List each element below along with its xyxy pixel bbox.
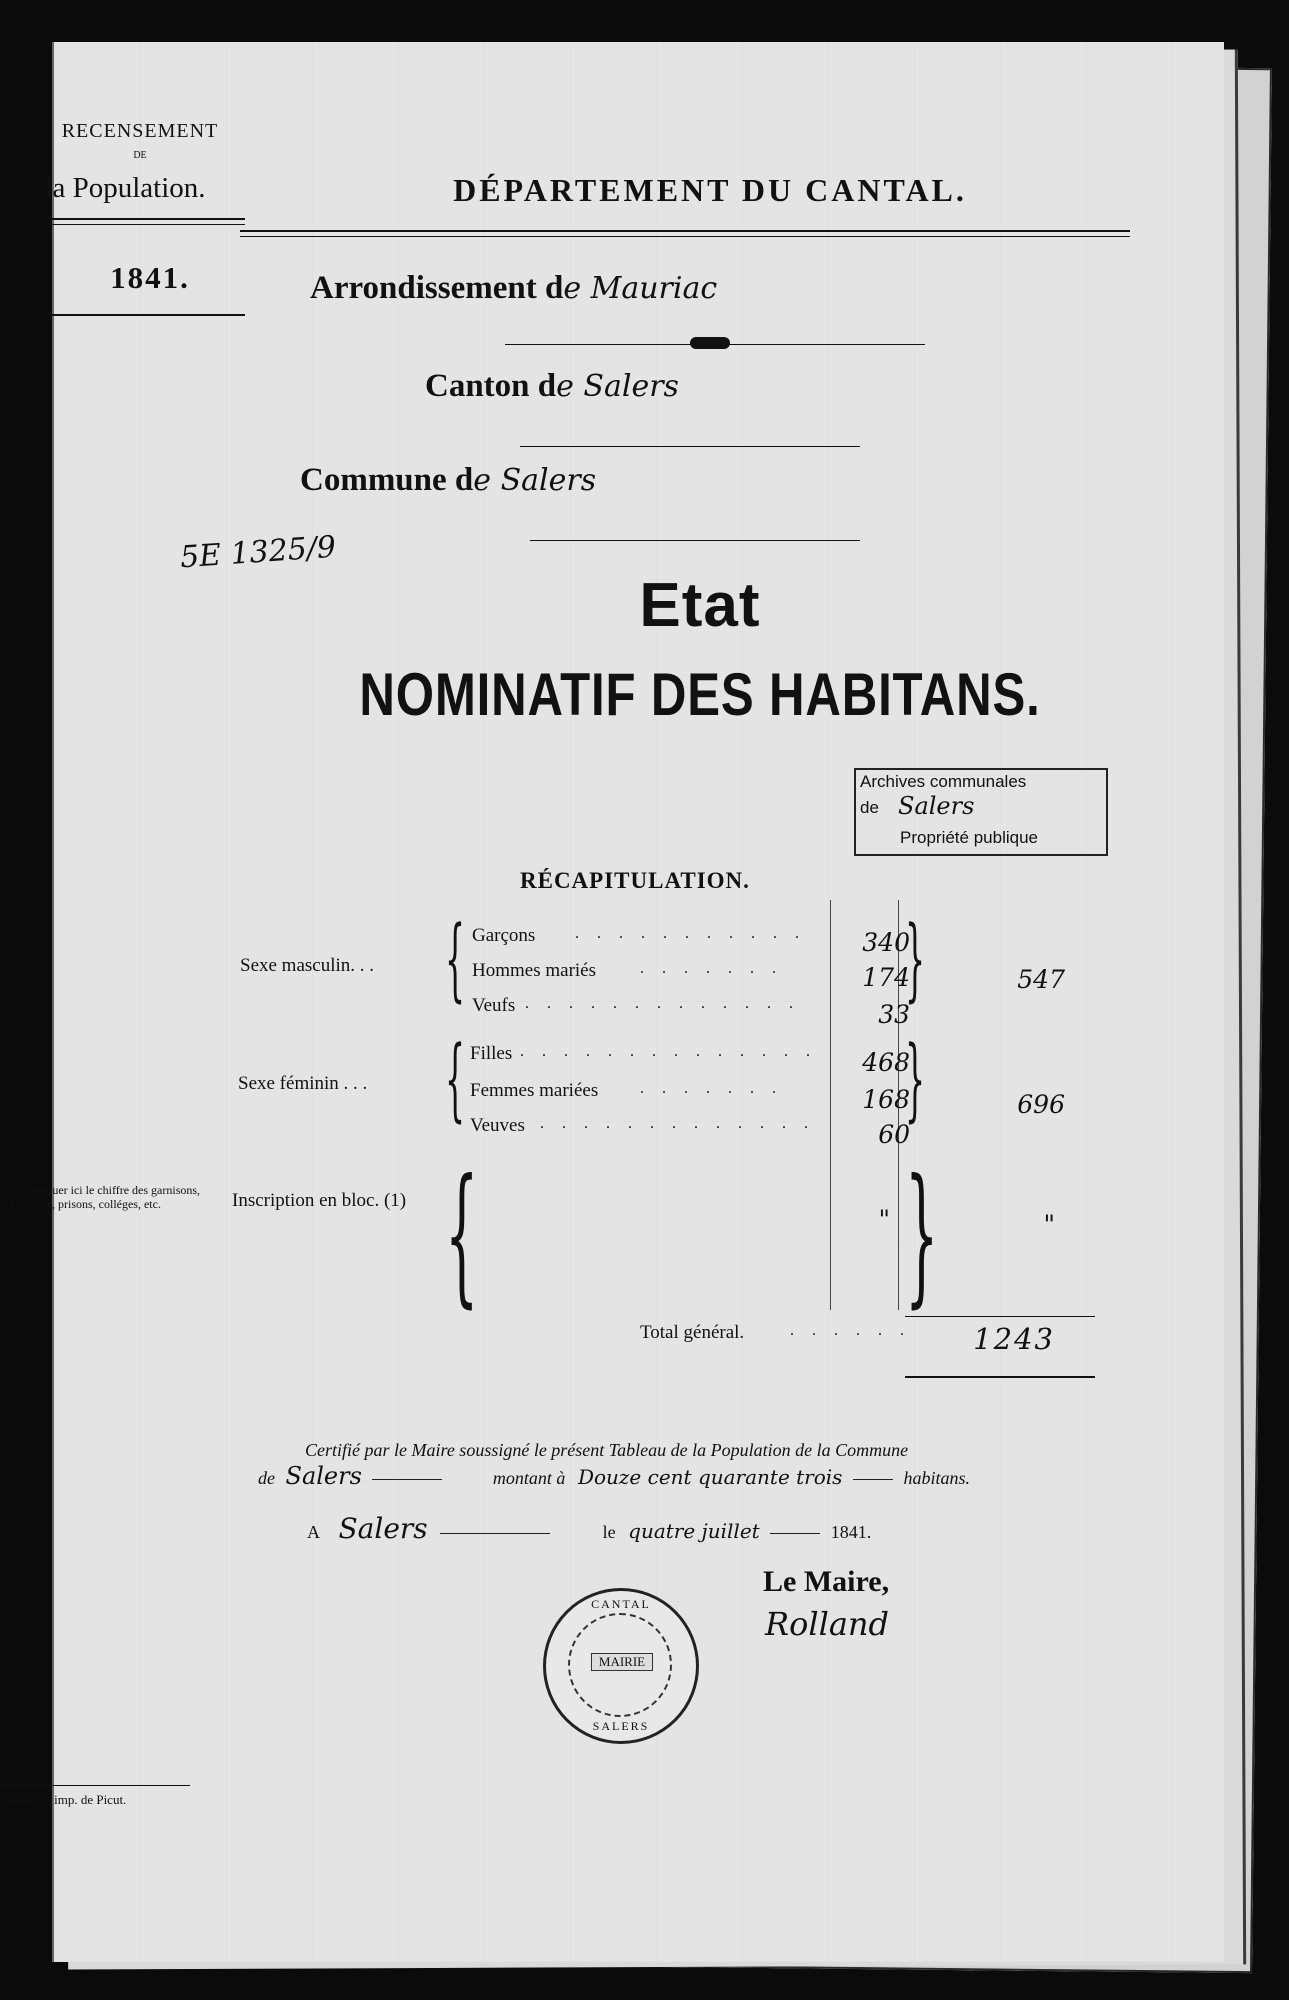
cert-year: 1841. (830, 1522, 872, 1542)
total-rule-top (905, 1316, 1095, 1317)
archive-reference: 5E 1325/9 (178, 529, 338, 576)
male-total: 547 (1017, 965, 1065, 994)
male-row-1-dots: . . . . . . . . . . . (575, 925, 806, 942)
cert-line-2 (258, 1462, 1078, 1498)
total-dots: . . . . . . (790, 1322, 911, 1339)
title-etat: Etat (639, 571, 761, 640)
seal-top-text: CANTAL (591, 1597, 651, 1611)
recap-heading: RÉCAPITULATION. (520, 868, 750, 893)
sidebar-rule-3 (50, 314, 245, 316)
commune-label: Commune d (300, 462, 474, 498)
commune-rule (530, 540, 860, 541)
bloc-brace-right: } (905, 1148, 939, 1322)
total-label: Total général. (640, 1322, 745, 1343)
female-row-2-label: Femmes mariées (470, 1080, 599, 1101)
bloc-label: Inscription en bloc. (1) (232, 1190, 407, 1211)
female-total: 696 (1017, 1090, 1065, 1119)
stamp-line-2-prefix: de (860, 798, 879, 817)
female-row-1-dots: . . . . . . . . . . . . . . (520, 1043, 817, 1060)
imprint-rule (0, 1785, 190, 1786)
arrondissement-label: Arrondissement d (310, 270, 564, 306)
male-row-1-label: Garçons (472, 925, 536, 946)
ornament (690, 337, 730, 349)
department-title: DÉPARTEMENT DU CANTAL. (453, 172, 967, 208)
female-label: Sexe féminin . . . (238, 1073, 368, 1094)
canton-rule (520, 446, 860, 447)
male-brace-right: } (905, 907, 926, 1012)
sidebar-rule-2 (50, 224, 245, 225)
cert-line-3 (307, 1512, 927, 1545)
female-row-1-value: 468 (862, 1048, 910, 1077)
sidebar-rule-1 (50, 218, 245, 220)
male-row-3-dots: . . . . . . . . . . . . . (525, 995, 800, 1012)
population-label: la Population. (44, 172, 206, 204)
department-rule-thin (240, 236, 1130, 237)
canton-value: e Salers (556, 369, 679, 404)
bloc-total: " (1043, 1210, 1055, 1239)
archive-stamp (854, 768, 1108, 856)
cert-montant-value: Douze cent quarante trois (577, 1465, 843, 1489)
stamp-line-1: Archives communales (860, 772, 1027, 791)
female-row-3-label: Veuves (470, 1115, 525, 1136)
cert-commune: Salers (285, 1462, 362, 1490)
imprint: Aurillac, imp. de Picut. (5, 1792, 127, 1807)
seal-center-text: MAIRIE (591, 1653, 653, 1671)
female-brace-right: } (905, 1027, 926, 1132)
canton-line (425, 368, 679, 405)
female-row-3-dots: . . . . . . . . . . . . . (540, 1115, 815, 1132)
maire-signature: Rolland (765, 1605, 889, 1643)
male-row-3-value: 33 (878, 1000, 910, 1029)
bloc-value: " (878, 1205, 890, 1234)
cert-montant-label: montant à (492, 1468, 566, 1488)
commune-value: e Salers (473, 463, 597, 498)
title-nominatif: NOMINATIF DES HABITANS. (359, 661, 1041, 728)
seal-bottom-text: SALERS (592, 1719, 650, 1733)
total-rule-bottom (905, 1376, 1095, 1378)
male-row-3-label: Veufs (472, 995, 516, 1016)
male-row-2-dots: . . . . . . . (640, 960, 783, 977)
department-rule (240, 230, 1130, 232)
arrondissement-line (310, 270, 717, 307)
female-row-3-value: 60 (878, 1120, 910, 1149)
bloc-footnote: (1) Indiquer ici le chiffre des garnisons, hôpitaux, prisons, colléges, etc. (10, 1183, 201, 1211)
arrondissement-value: e Mauriac (563, 271, 718, 306)
cert-habitans: habitans. (903, 1468, 970, 1488)
male-label: Sexe masculin. . . (240, 955, 375, 976)
cert-line-1: Certifié par le Maire soussigné le présent Tableau de la Population de la Commune (305, 1440, 909, 1460)
mairie-seal (543, 1588, 699, 1744)
year-label: 1841. (110, 260, 190, 295)
male-row-1-value: 340 (862, 928, 910, 957)
cert-de-prefix: de (258, 1468, 275, 1488)
female-row-1-label: Filles (470, 1043, 513, 1064)
male-row-2-label: Hommes mariés (472, 960, 597, 981)
cert-date: quatre juillet (628, 1519, 760, 1543)
cert-a-label: A (307, 1522, 320, 1542)
recensement-label: RECENSEMENT (61, 120, 219, 142)
canton-label: Canton d (425, 368, 557, 404)
commune-line (300, 462, 596, 499)
stamp-line-3: Propriété publique (900, 828, 1038, 847)
female-row-2-value: 168 (862, 1085, 910, 1114)
cert-place: Salers (338, 1512, 428, 1545)
female-row-2-dots: . . . . . . . (640, 1080, 783, 1097)
maire-label: Le Maire, (763, 1565, 890, 1598)
male-brace-left: { (445, 907, 466, 1012)
male-row-2-value: 174 (862, 963, 910, 992)
stamp-line-2-value: Salers (898, 792, 975, 820)
bloc-brace-left: { (445, 1148, 479, 1322)
cert-le-label: le (602, 1522, 616, 1542)
de-label: DE (133, 150, 147, 161)
total-value: 1243 (973, 1322, 1055, 1356)
female-brace-left: { (445, 1027, 466, 1132)
